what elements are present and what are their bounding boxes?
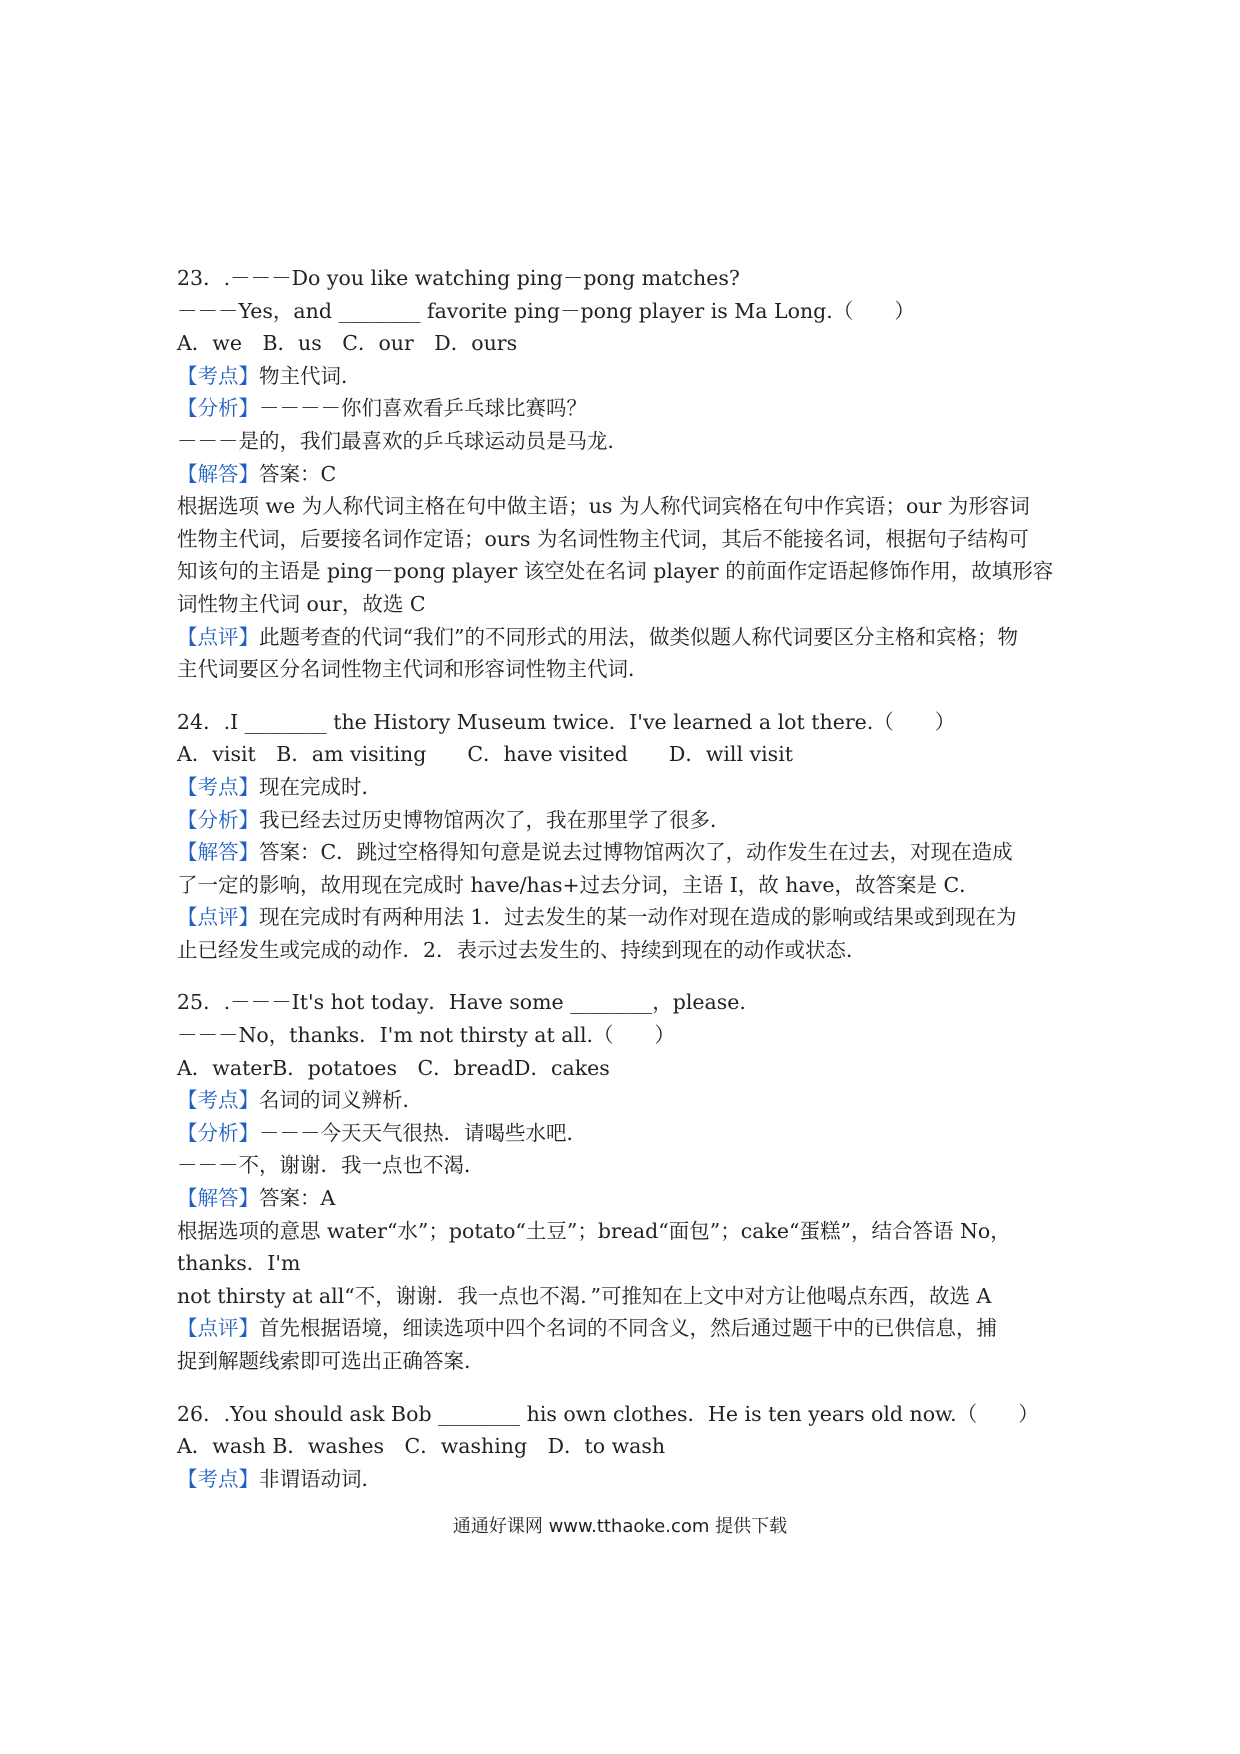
question-stem: 23．.－－－Do you like watching ping－pong matches? bbox=[177, 266, 740, 290]
fenxi-line bbox=[177, 804, 1077, 837]
kaodian-text: 现在完成时． bbox=[259, 774, 382, 799]
dianping-label: 【点评】 bbox=[177, 624, 259, 649]
dianping-text: 捉到解题线索即可选出正确答案． bbox=[177, 1349, 485, 1373]
jieda-text: 根据选项 we 为人称代词主格在句中做主语；us 为人称代词宾格在句中作宾语；our 为形容词 bbox=[177, 494, 1030, 519]
answer-options: A．visit B．am visiting C．have visited D．will visit bbox=[177, 742, 794, 767]
kaodian-label: 【考点】 bbox=[177, 1466, 259, 1491]
dianping-text: 首先根据语境，细读选项中四个名词的不同含义，然后通过题干中的已供信息，捕 bbox=[259, 1316, 997, 1341]
dianping-text: 止已经发生或完成的动作．2．表示过去发生的、持续到现在的动作或状态． bbox=[177, 937, 867, 962]
question-stem: －－－No，thanks．I'm not thirsty at all.（ ） bbox=[177, 1023, 676, 1048]
question-stem: 25．.－－－It's hot today．Have some ________，please. bbox=[177, 990, 746, 1015]
question-25 bbox=[177, 986, 1077, 1377]
jieda-text: 根据选项的意思 water“水”；potato“土豆”；bread“面包”；cake“蛋糕”，结合答语 No，thanks．I'm bbox=[177, 1218, 1011, 1276]
fenxi-label: 【分析】 bbox=[177, 807, 259, 832]
jieda-line bbox=[177, 1182, 1077, 1215]
kaodian-text: 非谓语动词． bbox=[259, 1466, 382, 1491]
dianping-text: 现在完成时有两种用法 1．过去发生的某一动作对现在造成的影响或结果或到现在为 bbox=[259, 905, 1017, 930]
kaodian-text: 物主代词． bbox=[259, 363, 362, 388]
fenxi-text: －－－今天天气很热．请喝些水吧． bbox=[259, 1120, 587, 1145]
fenxi-label: 【分析】 bbox=[177, 396, 259, 421]
jieda-text: not thirsty at all“不，谢谢．我一点也不渴．”可推知在上文中对方让他喝点东西，故选 A bbox=[177, 1283, 992, 1308]
kaodian-line bbox=[177, 771, 1077, 804]
question-stem: －－－Yes，and ________ favorite ping－pong player is Ma Long.（ ） bbox=[177, 298, 915, 323]
jieda-text: 词性物主代词 our，故选 C bbox=[177, 591, 426, 616]
answer-options: A．wash B．washes C．washing D．to wash bbox=[177, 1434, 666, 1459]
jieda-text: 答案：A bbox=[259, 1186, 336, 1211]
jieda-text: 答案：C bbox=[259, 461, 337, 486]
dianping-label: 【点评】 bbox=[177, 1316, 259, 1341]
question-26 bbox=[177, 1398, 1077, 1496]
exam-content bbox=[177, 262, 1077, 1495]
dianping-line bbox=[177, 1312, 1077, 1345]
jieda-line bbox=[177, 458, 1077, 491]
kaodian-line bbox=[177, 1084, 1077, 1117]
dianping-text: 主代词要区分名词性物主代词和形容词性物主代词． bbox=[177, 657, 649, 682]
fenxi-line bbox=[177, 1117, 1077, 1150]
dianping-line bbox=[177, 621, 1077, 654]
dianping-label: 【点评】 bbox=[177, 905, 259, 930]
kaodian-label: 【考点】 bbox=[177, 1088, 259, 1113]
jieda-label: 【解答】 bbox=[177, 840, 259, 865]
fenxi-text: 我已经去过历史博物馆两次了，我在那里学了很多． bbox=[259, 807, 731, 832]
jieda-text: 答案：C．跳过空格得知句意是说去过博物馆两次了，动作发生在过去，对现在造成 bbox=[259, 840, 1013, 865]
answer-options: A．we B．us C．our D．ours bbox=[177, 331, 518, 356]
jieda-text: 性物主代词，后要接名词作定语；ours 为名词性物主代词，其后不能接名词，根据句子结构可 bbox=[177, 526, 1029, 551]
question-stem: 24．.I ________ the History Museum twice．I've learned a lot there.（ ） bbox=[177, 709, 956, 734]
fenxi-text: －－－－你们喜欢看乒乓球比赛吗？ bbox=[259, 396, 587, 421]
fenxi-line bbox=[177, 392, 1077, 425]
kaodian-label: 【考点】 bbox=[177, 774, 259, 799]
answer-options: A．waterB．potatoes C．breadD．cakes bbox=[177, 1055, 610, 1080]
page-footer: 通通好课网 www.tthaoke.com 提供下载 bbox=[452, 1516, 788, 1537]
fenxi-label: 【分析】 bbox=[177, 1120, 259, 1145]
jieda-label: 【解答】 bbox=[177, 1186, 259, 1211]
fenxi-text: －－－不，谢谢．我一点也不渴． bbox=[177, 1153, 485, 1178]
jieda-text: 了一定的影响，故用现在完成时 have/has+过去分词，主语 I，故 have，故答案是 C． bbox=[177, 872, 980, 897]
kaodian-label: 【考点】 bbox=[177, 363, 259, 388]
jieda-text: 知该句的主语是 ping－pong player 该空处在名词 player 的前面作定语起修饰作用，故填形容 bbox=[177, 559, 1054, 584]
kaodian-line bbox=[177, 1463, 1077, 1496]
jieda-label: 【解答】 bbox=[177, 461, 259, 486]
kaodian-line bbox=[177, 360, 1077, 393]
jieda-line bbox=[177, 836, 1077, 869]
fenxi-text: －－－是的，我们最喜欢的乒乓球运动员是马龙． bbox=[177, 428, 628, 453]
kaodian-text: 名词的词义辨析． bbox=[259, 1088, 423, 1113]
dianping-line bbox=[177, 901, 1077, 934]
question-23 bbox=[177, 262, 1077, 686]
dianping-text: 此题考查的代词“我们”的不同形式的用法，做类似题人称代词要区分主格和宾格；物 bbox=[259, 624, 1018, 649]
question-stem: 26．.You should ask Bob ________ his own clothes．He is ten years old now.（ ） bbox=[177, 1401, 1039, 1426]
question-24 bbox=[177, 706, 1077, 967]
